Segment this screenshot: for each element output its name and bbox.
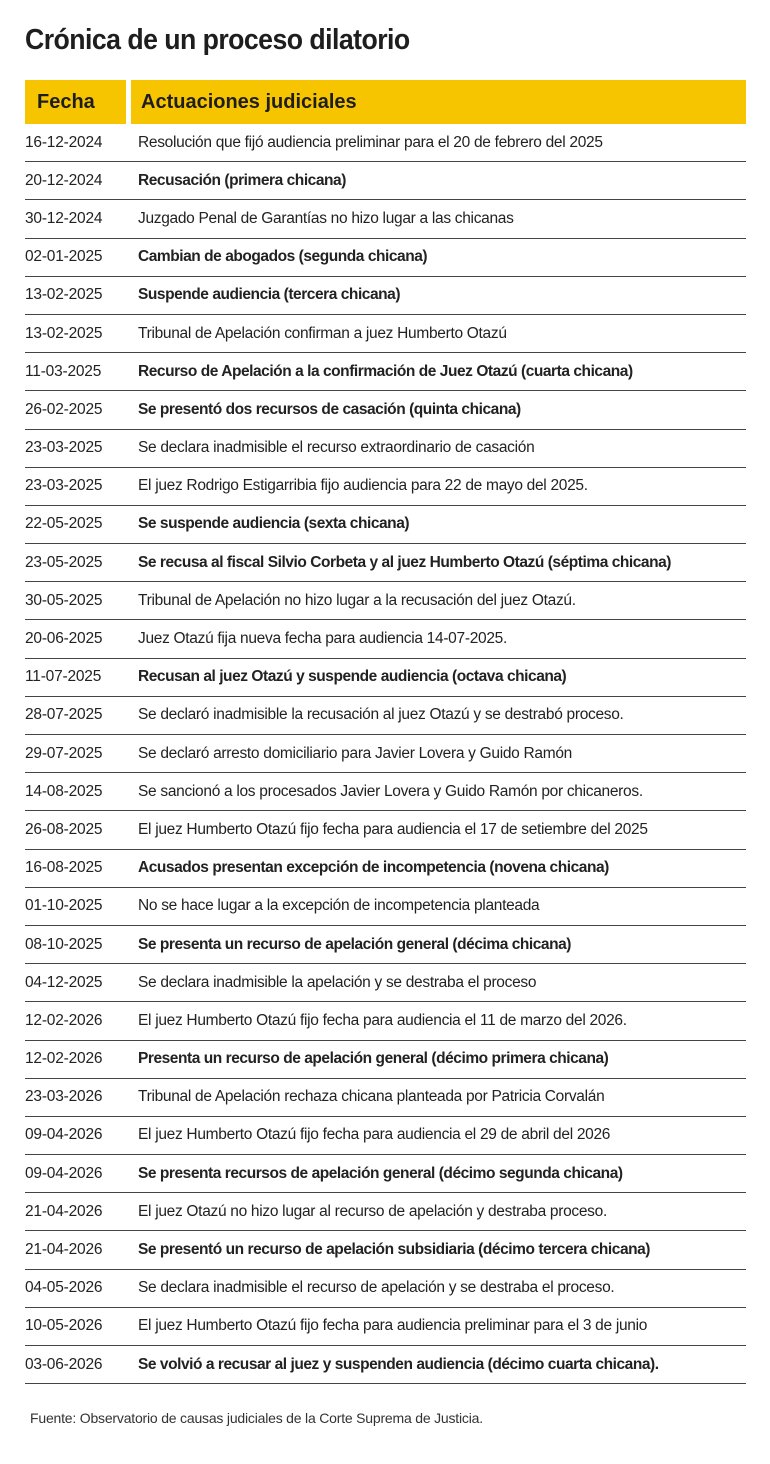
row-date: 23-03-2025 [25, 477, 103, 495]
table-row [25, 1117, 746, 1155]
table-row [25, 277, 746, 315]
table-row [25, 888, 746, 926]
row-date: 14-08-2025 [25, 782, 103, 800]
row-date: 26-08-2025 [25, 820, 103, 838]
table-row [25, 697, 746, 735]
table-row [25, 315, 746, 353]
row-action: Tribunal de Apelación rechaza chicana planteada por Patricia Corvalán [138, 1088, 605, 1106]
row-date: 22-05-2025 [25, 515, 103, 533]
row-date: 10-05-2026 [25, 1317, 103, 1335]
table-row [25, 391, 746, 429]
table-row [25, 773, 746, 811]
row-action: Se declaró inadmisible la recusación al juez Otazú y se destrabó proceso. [138, 706, 624, 724]
row-action: Se presenta recursos de apelación general (décimo segunda chicana) [138, 1164, 623, 1182]
row-action: Cambian de abogados (segunda chicana) [138, 248, 428, 266]
row-date: 26-02-2025 [25, 400, 103, 418]
row-date: 04-12-2025 [25, 973, 103, 991]
table-row [25, 506, 746, 544]
table-row [25, 162, 746, 200]
row-action: El juez Rodrigo Estigarribia fijo audiencia para 22 de mayo del 2025. [138, 477, 588, 495]
table-row [25, 239, 746, 277]
row-action: Resolución que fijó audiencia preliminar para el 20 de febrero del 2025 [138, 133, 603, 151]
table-row [25, 1346, 746, 1384]
row-action: Tribunal de Apelación no hizo lugar a la recusación del juez Otazú. [138, 591, 576, 609]
table-row [25, 850, 746, 888]
row-action: El juez Humberto Otazú fijo fecha para audiencia el 29 de abril del 2026 [138, 1126, 611, 1144]
table-row [25, 659, 746, 697]
row-date: 30-05-2025 [25, 591, 103, 609]
row-action: Recurso de Apelación a la confirmación de Juez Otazú (cuarta chicana) [138, 362, 633, 380]
row-date: 16-12-2024 [25, 133, 103, 151]
row-action: Se presentó dos recursos de casación (quinta chicana) [138, 400, 521, 418]
page-title: Crónica de un proceso dilatorio [25, 24, 410, 56]
table-row [25, 1308, 746, 1346]
table-row [25, 468, 746, 506]
row-date: 30-12-2024 [25, 209, 103, 227]
source-note: Fuente: Observatorio de causas judiciales de la Corte Suprema de Justicia. [30, 1410, 483, 1426]
row-action: Se presentó un recurso de apelación subsidiaria (décimo tercera chicana) [138, 1241, 651, 1259]
table-row [25, 1231, 746, 1269]
table-row [25, 964, 746, 1002]
row-date: 12-02-2026 [25, 1050, 103, 1068]
row-action: Se volvió a recusar al juez y suspenden audiencia (décimo cuarta chicana). [138, 1355, 659, 1373]
table-row [25, 926, 746, 964]
table-row [25, 1041, 746, 1079]
row-action: Presenta un recurso de apelación general (décimo primera chicana) [138, 1050, 609, 1068]
row-date: 21-04-2026 [25, 1241, 103, 1259]
row-action: El juez Humberto Otazú fijo fecha para audiencia preliminar para el 3 de junio [138, 1317, 648, 1335]
row-date: 20-06-2025 [25, 630, 103, 648]
row-action: Juzgado Penal de Garantías no hizo lugar a las chicanas [138, 209, 514, 227]
table-row [25, 620, 746, 658]
row-action: Se sancionó a los procesados Javier Lovera y Guido Ramón por chicaneros. [138, 782, 643, 800]
row-action: El juez Humberto Otazú fijo fecha para audiencia el 11 de marzo del 2026. [138, 1011, 627, 1029]
table-row [25, 582, 746, 620]
row-date: 29-07-2025 [25, 744, 103, 762]
row-date: 13-02-2025 [25, 286, 103, 304]
row-date: 11-07-2025 [25, 668, 102, 686]
table-row [25, 735, 746, 773]
table-row [25, 1079, 746, 1117]
table-row [25, 1193, 746, 1231]
row-date: 16-08-2025 [25, 859, 103, 877]
row-action: Se presenta un recurso de apelación general (décima chicana) [138, 935, 572, 953]
row-date: 09-04-2026 [25, 1126, 103, 1144]
row-date: 11-03-2025 [25, 362, 102, 380]
row-action: Se declara inadmisible el recurso de apelación y se destraba el proceso. [138, 1279, 615, 1297]
table-row [25, 544, 746, 582]
row-date: 21-04-2026 [25, 1202, 103, 1220]
row-action: Se suspende audiencia (sexta chicana) [138, 515, 410, 533]
table-row [25, 1155, 746, 1193]
table-row [25, 811, 746, 849]
table-row [25, 1002, 746, 1040]
row-date: 20-12-2024 [25, 171, 103, 189]
row-action: El juez Otazú no hizo lugar al recurso de apelación y destraba proceso. [138, 1202, 607, 1220]
column-header-date: Fecha [25, 80, 126, 124]
chronology-table [25, 80, 746, 1384]
row-date: 04-05-2026 [25, 1279, 103, 1297]
table-row [25, 1270, 746, 1308]
row-date: 03-06-2026 [25, 1355, 103, 1373]
table-row [25, 353, 746, 391]
row-action: No se hace lugar a la excepción de incompetencia planteada [138, 897, 540, 915]
row-date: 13-02-2025 [25, 324, 103, 342]
table-row [25, 430, 746, 468]
row-date: 09-04-2026 [25, 1164, 103, 1182]
table-header [25, 80, 746, 124]
table-body [25, 124, 746, 1384]
row-date: 02-01-2025 [25, 248, 103, 266]
row-action: El juez Humberto Otazú fijo fecha para audiencia el 17 de setiembre del 2025 [138, 820, 648, 838]
row-action: Juez Otazú fija nueva fecha para audiencia 14-07-2025. [138, 630, 507, 648]
row-action: Suspende audiencia (tercera chicana) [138, 286, 401, 304]
row-action: Se declaró arresto domiciliario para Javier Lovera y Guido Ramón [138, 744, 572, 762]
row-date: 08-10-2025 [25, 935, 103, 953]
table-row [25, 200, 746, 238]
row-date: 28-07-2025 [25, 706, 103, 724]
row-date: 12-02-2026 [25, 1011, 103, 1029]
row-action: Tribunal de Apelación confirman a juez Humberto Otazú [138, 324, 507, 342]
row-action: Recusación (primera chicana) [138, 171, 346, 189]
row-date: 23-05-2025 [25, 553, 103, 571]
row-action: Recusan al juez Otazú y suspende audiencia (octava chicana) [138, 668, 567, 686]
row-action: Acusados presentan excepción de incompetencia (novena chicana) [138, 859, 609, 877]
row-action: Se declara inadmisible la apelación y se destraba el proceso [138, 973, 537, 991]
row-date: 23-03-2025 [25, 439, 103, 457]
row-date: 01-10-2025 [25, 897, 103, 915]
row-date: 23-03-2026 [25, 1088, 103, 1106]
table-row [25, 124, 746, 162]
row-action: Se declara inadmisible el recurso extraordinario de casación [138, 439, 535, 457]
column-header-actions: Actuaciones judiciales [131, 80, 746, 124]
row-action: Se recusa al fiscal Silvio Corbeta y al juez Humberto Otazú (séptima chicana) [138, 553, 672, 571]
